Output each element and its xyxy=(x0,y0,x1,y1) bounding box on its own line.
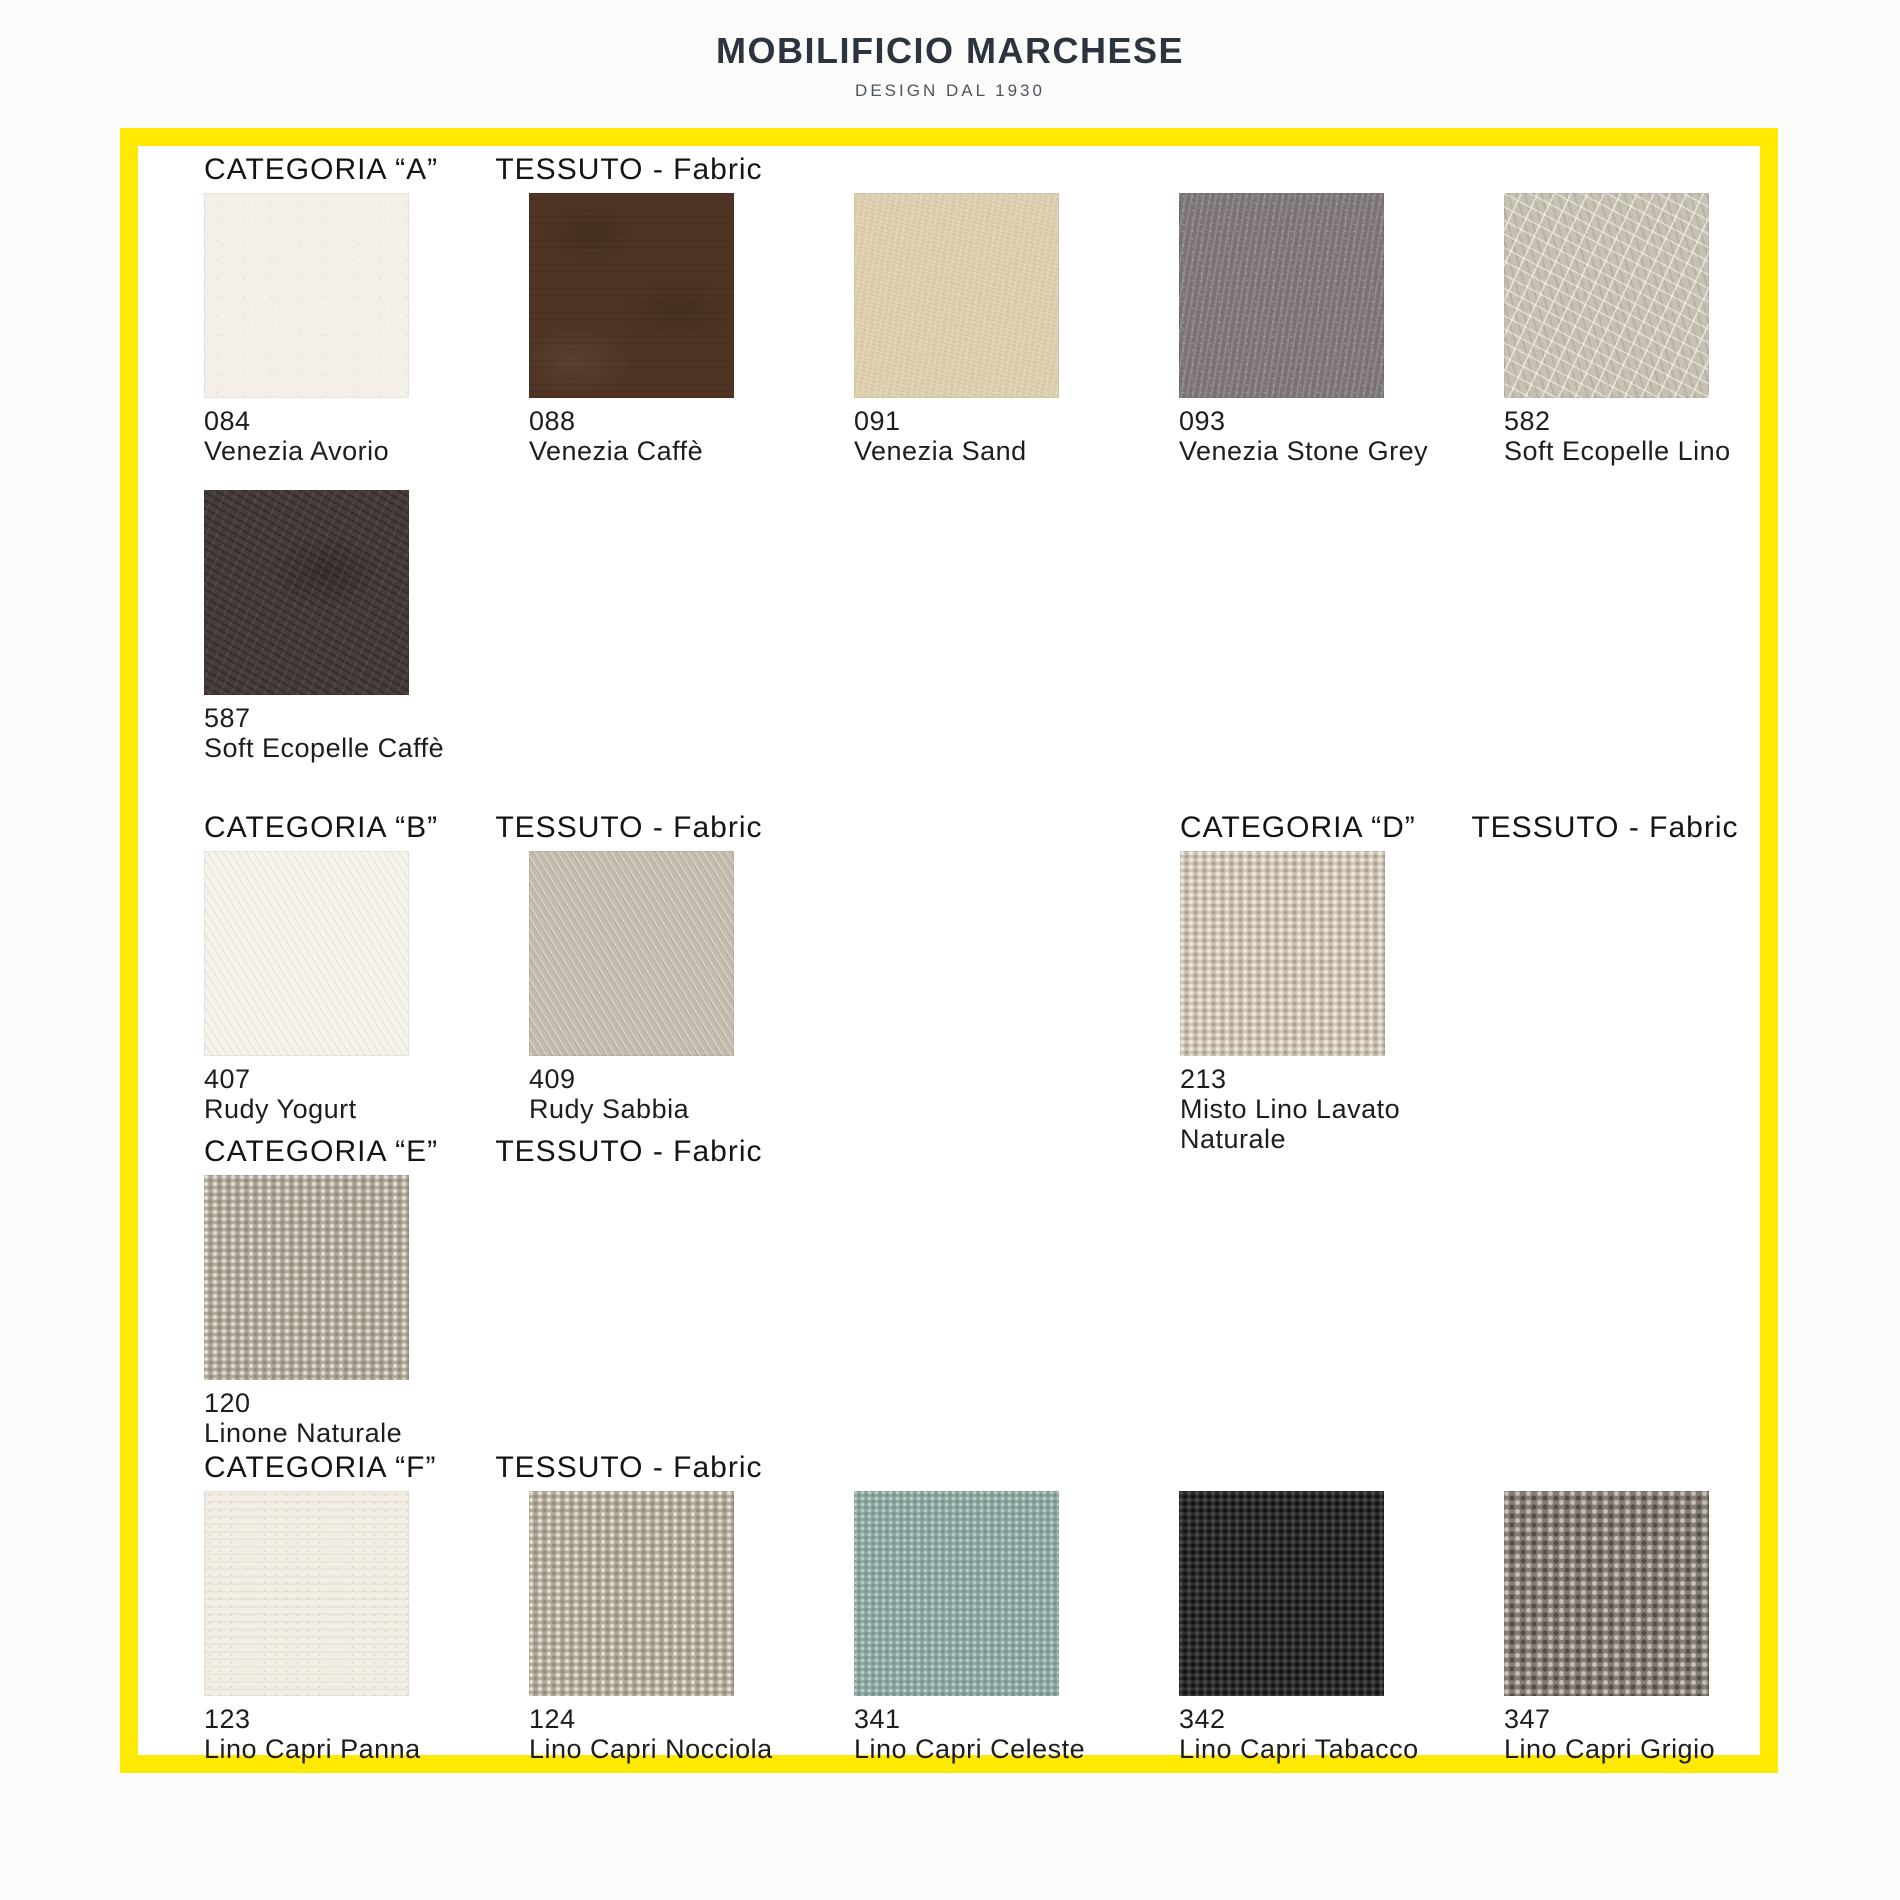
swatch-cell-091 xyxy=(854,193,1179,466)
category-label: CATEGORIA “D” xyxy=(1180,811,1416,844)
fabric-name-label: Misto Lino Lavato Naturale xyxy=(1180,1094,1401,1154)
category-label: CATEGORIA “B” xyxy=(204,811,439,844)
brand-title: MOBILIFICIO MARCHESE xyxy=(716,30,1184,71)
fabric-name-label: Lino Capri Panna xyxy=(204,1734,421,1764)
fabric-name-label: Lino Capri Nocciola xyxy=(529,1734,773,1764)
section-categoria-a xyxy=(204,152,1829,763)
swatch-cell-347 xyxy=(1504,1491,1829,1764)
swatch-cell-120 xyxy=(204,1175,529,1448)
fabric-code-label: 341 xyxy=(854,1704,901,1734)
fabric-swatch-341 xyxy=(854,1491,1059,1696)
category-label: CATEGORIA “F” xyxy=(204,1451,437,1484)
fabric-swatch-582 xyxy=(1504,193,1709,398)
fabric-swatch-407 xyxy=(204,851,409,1056)
category-label: CATEGORIA “E” xyxy=(204,1135,439,1168)
fabric-name-label: Venezia Stone Grey xyxy=(1179,436,1429,466)
fabric-swatch-342 xyxy=(1179,1491,1384,1696)
swatch-cell-123 xyxy=(204,1491,529,1764)
fabric-code-label: 120 xyxy=(204,1388,251,1418)
fabric-name-label: Lino Capri Grigio xyxy=(1504,1734,1716,1764)
fabric-code-label: 587 xyxy=(204,703,251,733)
fabric-swatch-347 xyxy=(1504,1491,1709,1696)
fabric-swatch-124 xyxy=(529,1491,734,1696)
fabric-swatch-088 xyxy=(529,193,734,398)
brand-subtitle: DESIGN DAL 1930 xyxy=(855,81,1045,100)
fabric-name-label: Rudy Yogurt xyxy=(204,1094,357,1124)
fabric-name-label: Rudy Sabbia xyxy=(529,1094,690,1124)
fabric-type-label: TESSUTO - Fabric xyxy=(1471,811,1739,844)
swatch-cell-342 xyxy=(1179,1491,1504,1764)
swatch-cell-093 xyxy=(1179,193,1504,466)
fabric-code-label: 093 xyxy=(1179,406,1226,436)
fabric-name-label: Lino Capri Celeste xyxy=(854,1734,1086,1764)
fabric-type-label: TESSUTO - Fabric xyxy=(495,1135,763,1168)
fabric-swatch-409 xyxy=(529,851,734,1056)
swatch-cell-341 xyxy=(854,1491,1179,1764)
section-categoria-f xyxy=(204,1450,1829,1764)
fabric-swatch-093 xyxy=(1179,193,1384,398)
section-categoria-e xyxy=(204,1134,763,1448)
section-heading-e xyxy=(204,1134,763,1170)
fabric-code-label: 213 xyxy=(1180,1064,1227,1094)
section-heading-a xyxy=(204,152,1829,188)
section-categoria-b xyxy=(204,810,854,1124)
category-label: CATEGORIA “A” xyxy=(204,153,439,186)
fabric-type-label: TESSUTO - Fabric xyxy=(495,1451,763,1484)
swatch-cell-084 xyxy=(204,193,529,466)
fabric-swatch-120 xyxy=(204,1175,409,1380)
swatch-row xyxy=(204,1491,1829,1764)
fabric-code-label: 407 xyxy=(204,1064,251,1094)
swatch-cell-407 xyxy=(204,851,529,1124)
catalog-yellow-frame xyxy=(120,128,1778,1773)
swatch-row xyxy=(1180,851,1739,1154)
section-heading-b xyxy=(204,810,854,846)
fabric-swatch-091 xyxy=(854,193,1059,398)
fabric-name-label: Venezia Avorio xyxy=(204,436,390,466)
swatch-cell-124 xyxy=(529,1491,854,1764)
fabric-code-label: 088 xyxy=(529,406,576,436)
section-categoria-d xyxy=(1180,810,1739,1154)
section-heading-f xyxy=(204,1450,1829,1486)
swatch-cell-088 xyxy=(529,193,854,466)
swatch-row xyxy=(204,1175,763,1448)
swatch-row xyxy=(204,851,854,1124)
fabric-type-label: TESSUTO - Fabric xyxy=(495,153,763,186)
fabric-code-label: 409 xyxy=(529,1064,576,1094)
fabric-name-label: Venezia Sand xyxy=(854,436,1027,466)
fabric-name-label: Linone Naturale xyxy=(204,1418,403,1448)
fabric-code-label: 342 xyxy=(1179,1704,1226,1734)
brand-header xyxy=(0,30,1900,101)
fabric-name-label: Soft Ecopelle Lino xyxy=(1504,436,1731,466)
fabric-code-label: 084 xyxy=(204,406,251,436)
fabric-swatch-084 xyxy=(204,193,409,398)
fabric-swatch-123 xyxy=(204,1491,409,1696)
fabric-code-label: 091 xyxy=(854,406,901,436)
fabric-code-label: 123 xyxy=(204,1704,251,1734)
swatch-cell-582 xyxy=(1504,193,1829,466)
swatch-cell-409 xyxy=(529,851,854,1124)
fabric-code-label: 347 xyxy=(1504,1704,1551,1734)
fabric-type-label: TESSUTO - Fabric xyxy=(495,811,763,844)
fabric-name-label: Venezia Caffè xyxy=(529,436,704,466)
swatch-cell-213 xyxy=(1180,851,1505,1154)
swatch-row xyxy=(204,193,1829,466)
fabric-swatch-213 xyxy=(1180,851,1385,1056)
swatch-cell-587 xyxy=(204,490,529,763)
fabric-name-label: Lino Capri Tabacco xyxy=(1179,1734,1419,1764)
swatch-row xyxy=(204,490,1829,763)
fabric-swatch-587 xyxy=(204,490,409,695)
section-heading-d xyxy=(1180,810,1739,846)
fabric-name-label: Soft Ecopelle Caffè xyxy=(204,733,445,763)
fabric-code-label: 582 xyxy=(1504,406,1551,436)
fabric-code-label: 124 xyxy=(529,1704,576,1734)
